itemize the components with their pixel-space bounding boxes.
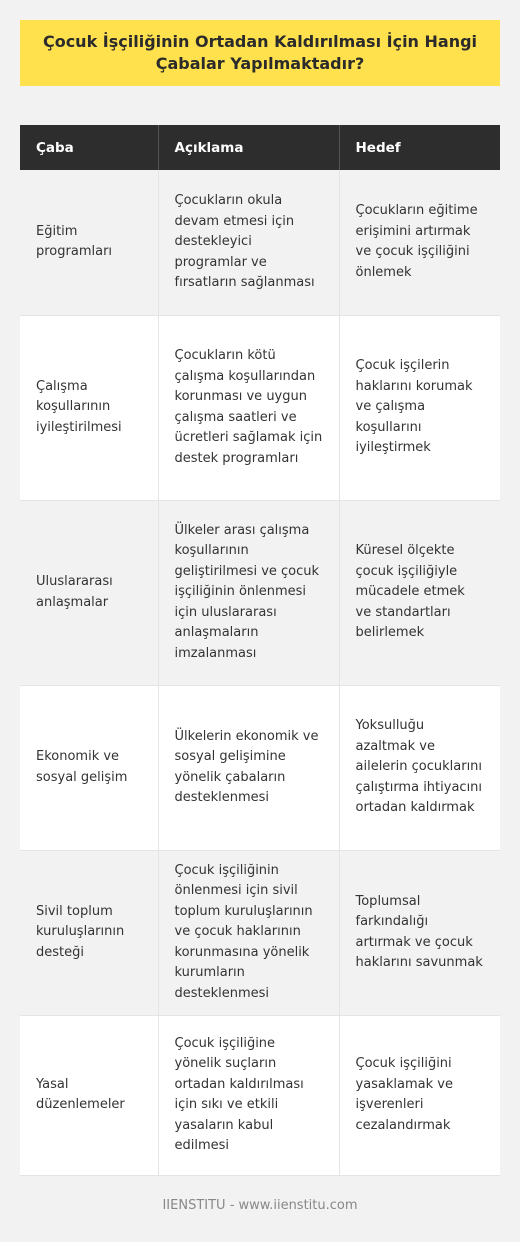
- cell-hedef: Toplumsal farkındalığı artırmak ve çocuk haklarını savunmak: [339, 850, 500, 1015]
- cell-aciklama: Çocuk işçiliğinin önlenmesi için sivil toplum kuruluşlarının ve çocuk haklarının korunmasına yönelik kurumların desteklenmesi: [158, 850, 339, 1015]
- cell-caba: Çalışma koşullarının iyileştirilmesi: [20, 315, 158, 500]
- cell-hedef: Küresel ölçekte çocuk işçiliğiyle mücadele etmek ve standartları belirlemek: [339, 500, 500, 685]
- header-aciklama: Açıklama: [158, 125, 339, 170]
- table-row: [20, 315, 500, 500]
- cell-caba: Uluslararası anlaşmalar: [20, 500, 158, 685]
- header-hedef: Hedef: [339, 125, 500, 170]
- table-row: [20, 850, 500, 1015]
- table-row: [20, 1015, 500, 1175]
- cell-hedef: Çocuk işçiliğini yasaklamak ve işverenleri cezalandırmak: [339, 1015, 500, 1175]
- cell-hedef: Çocukların eğitime erişimini artırmak ve çocuk işçiliğini önlemek: [339, 170, 500, 315]
- cell-hedef: Yoksulluğu azaltmak ve ailelerin çocuklarını çalıştırma ihtiyacını ortadan kaldırmak: [339, 685, 500, 850]
- table-header-row: [20, 125, 500, 170]
- table-row: [20, 500, 500, 685]
- efforts-table: [20, 125, 500, 1176]
- page-title: Çocuk İşçiliğinin Ortadan Kaldırılması İçin Hangi Çabalar Yapılmaktadır?: [42, 32, 478, 73]
- cell-caba: Ekonomik ve sosyal gelişim: [20, 685, 158, 850]
- cell-aciklama: Çocukların okula devam etmesi için destekleyici programlar ve fırsatların sağlanması: [158, 170, 339, 315]
- footer-credit: IIENSTITU - www.iienstitu.com: [162, 1198, 358, 1213]
- cell-aciklama: Ülkeler arası çalışma koşullarının geliştirilmesi ve çocuk işçiliğinin önlenmesi için uluslararası anlaşmaların imzalanması: [158, 500, 339, 685]
- cell-caba: Eğitim programları: [20, 170, 158, 315]
- header-caba: Çaba: [20, 125, 158, 170]
- table-row: [20, 170, 500, 315]
- cell-caba: Yasal düzenlemeler: [20, 1015, 158, 1175]
- title-banner: [20, 20, 500, 86]
- cell-aciklama: Çocuk işçiliğine yönelik suçların ortadan kaldırılması için sıkı ve etkili yasaların kabul edilmesi: [158, 1015, 339, 1175]
- cell-aciklama: Çocukların kötü çalışma koşullarından korunması ve uygun çalışma saatleri ve ücretleri sağlamak için destek programları: [158, 315, 339, 500]
- table-row: [20, 685, 500, 850]
- cell-hedef: Çocuk işçilerin haklarını korumak ve çalışma koşullarını iyileştirmek: [339, 315, 500, 500]
- cell-caba: Sivil toplum kuruluşlarının desteği: [20, 850, 158, 1015]
- cell-aciklama: Ülkelerin ekonomik ve sosyal gelişimine yönelik çabaların desteklenmesi: [158, 685, 339, 850]
